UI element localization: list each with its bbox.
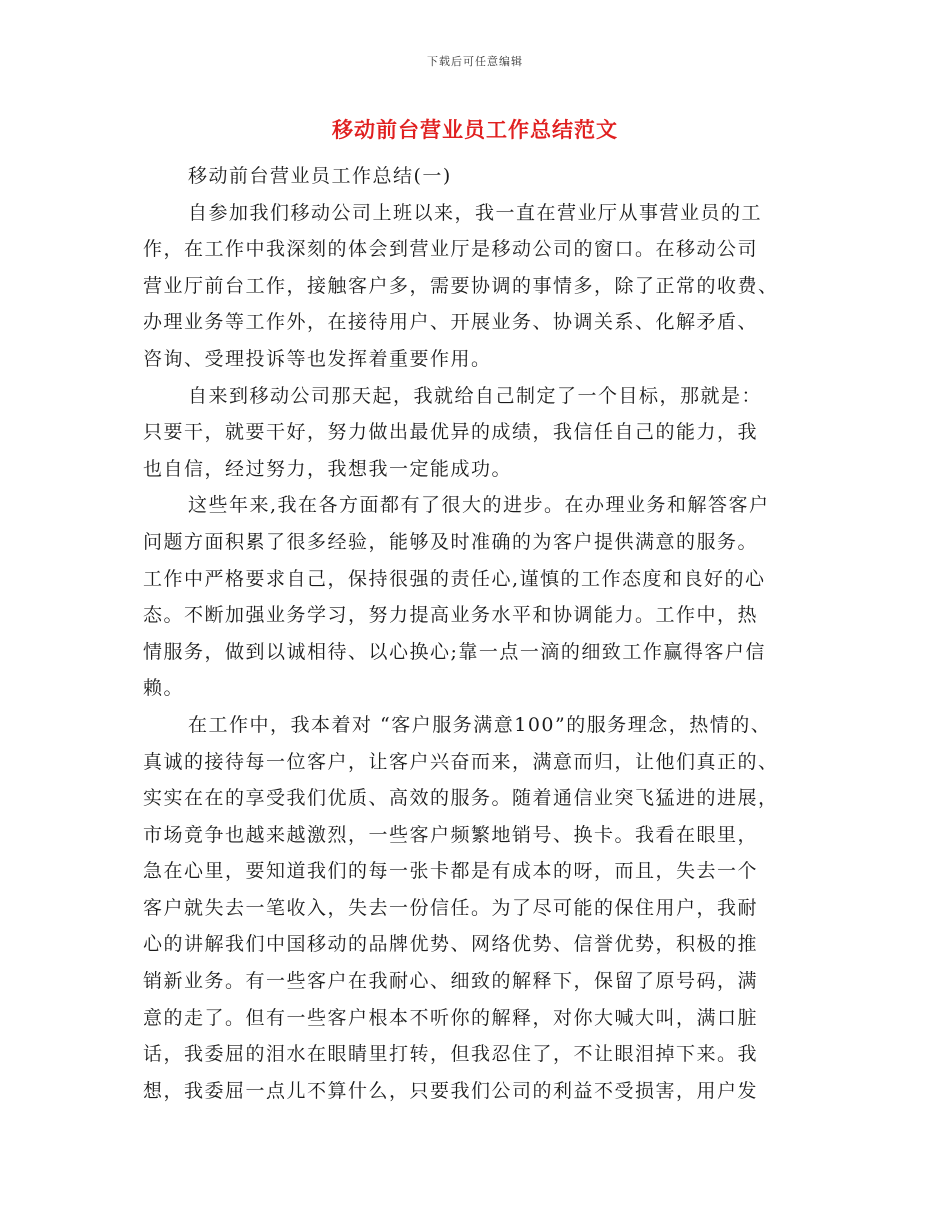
text-line: 实实在在的享受我们优质、高效的服务。随着通信业突飞猛进的进展， <box>143 787 779 810</box>
text-line: 自来到移动公司那天起，我就给自己制定了一个目标，那就是： <box>188 384 763 407</box>
text-line: 咨询、受理投诉等也发挥着重要作用。 <box>143 347 492 370</box>
text-line: 也自信，经过努力，我想我一定能成功。 <box>143 457 513 480</box>
text-line: 只要干，就要干好，努力做出最优异的成绩，我信任自己的能力，我 <box>143 421 759 444</box>
text-line: 这些年来,我在各方面都有了很大的进步。在办理业务和解答客户 <box>188 494 770 517</box>
text-line: 问题方面积累了很多经验，能够及时准确的为客户提供满意的服务。 <box>143 530 759 553</box>
text-line: 工作中严格要求自己，保持很强的责任心,谨慎的工作态度和良好的心 <box>143 567 766 590</box>
text-line: 心的讲解我们中国移动的品牌优势、网络优势、信誉优势，积极的推 <box>143 933 759 956</box>
text-line: 市场竟争也越来越激烈，一些客户频繁地销号、换卡。我看在眼里， <box>143 823 759 846</box>
text-line: 营业厅前台工作，接触客户多，需要协调的事情多，除了正常的收费、 <box>143 274 779 297</box>
text-line: 想，我委屈一点儿不算什么，只要我们公司的利益不受损害，用户发 <box>143 1079 759 1102</box>
text-line: 办理业务等工作外，在接待用户、开展业务、协调关系、化解矛盾、 <box>143 311 759 334</box>
document-body <box>143 158 808 1109</box>
text-line: 急在心里，要知道我们的每一张卡都是有成本的呀，而且，失去一个 <box>143 860 759 883</box>
text-line: 作，在工作中我深刻的体会到营业厅是移动公司的窗口。在移动公司 <box>143 238 759 261</box>
text-line: 情服务，做到以诚相待、以心换心;靠一点一滴的细致工作赢得客户信 <box>143 640 766 663</box>
text-line: 话，我委屈的泪水在眼睛里打转，但我忍住了，不让眼泪掉下来。我 <box>143 1043 759 1066</box>
text-line: 态。不断加强业务学习，努力提高业务水平和协调能力。工作中，热 <box>143 604 759 627</box>
text-line: 销新业务。有一些客户在我耐心、细致的解释下，保留了原号码，满 <box>143 970 759 993</box>
document-title: 移动前台营业员工作总结范文 <box>332 117 618 142</box>
header-note: 下载后可任意编辑 <box>427 55 523 68</box>
text-line: 自参加我们移动公司上班以来，我一直在营业厅从事营业员的工 <box>188 201 763 224</box>
text-line: 真诚的接待每一位客户，让客户兴奋而来，满意而归，让他们真正的、 <box>143 750 779 773</box>
text-line: 移动前台营业员工作总结(一) <box>188 165 452 187</box>
text-line: 客户就失去一笔收入，失去一份信任。为了尽可能的保住用户，我耐 <box>143 896 759 919</box>
text-line: 意的走了。但有一些客户根本不听你的解释，对你大喊大叫，满口脏 <box>143 1006 759 1029</box>
text-line: 在工作中，我本着对 “客户服务满意100”的服务理念，热情的、 <box>188 713 772 736</box>
text-line: 赖。 <box>143 677 185 700</box>
